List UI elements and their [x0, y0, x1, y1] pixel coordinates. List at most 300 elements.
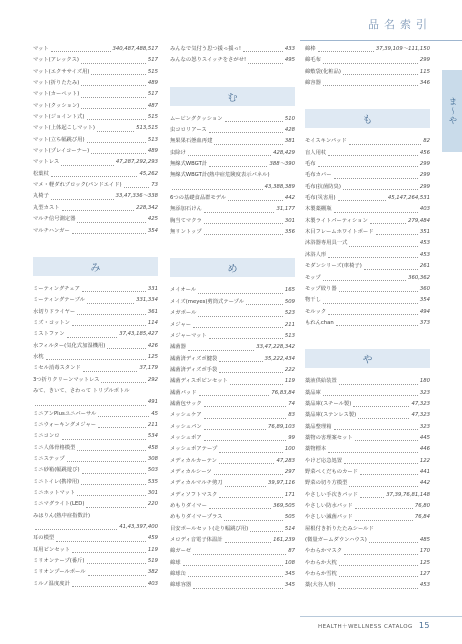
entry-pages: 323: [419, 423, 430, 430]
entry-name: ミズ・コットン: [33, 319, 70, 326]
index-column-3: [305, 44, 430, 592]
entry-pages: 76,89,103: [268, 423, 295, 430]
entry-name: 薬液供給装置: [305, 378, 337, 385]
leader-dots: [214, 467, 283, 475]
leader-dots: [107, 341, 146, 349]
entry-name: 毛布(災害用): [305, 195, 336, 202]
entry-name: みんなの怒りスイッチをさがせ!: [170, 57, 247, 64]
entry-name: 無添加石けん: [170, 206, 202, 213]
entry-pages: 505: [284, 514, 295, 521]
index-entry: [305, 410, 430, 421]
leader-dots: [81, 101, 146, 109]
index-entry: [305, 433, 430, 444]
index-entry: [305, 67, 430, 78]
leader-dots: [339, 558, 418, 566]
leader-dots: [219, 456, 274, 464]
index-entry: [170, 170, 295, 181]
entry-name: やわらか大枕: [305, 559, 337, 566]
leader-dots: [349, 238, 417, 246]
entry-name: マット(アレックス): [33, 57, 79, 64]
entry-name: メディカルマルチ剪刀: [170, 480, 223, 487]
index-entry: [305, 170, 430, 181]
entry-name: マットレス: [33, 159, 60, 166]
entry-name: マット(上体起こしマット): [33, 125, 95, 132]
entry-name: メディカルシーツ: [170, 468, 212, 475]
leader-dots: [344, 546, 418, 554]
entry-name: モップ絞り器: [305, 285, 337, 292]
leader-dots: [209, 501, 271, 509]
leader-dots: [81, 477, 146, 485]
entry-name: メイズ(meyes)剪筒式テープル: [170, 298, 245, 305]
index-entry: [33, 123, 158, 134]
index-entry: [33, 409, 158, 420]
entry-pages: 37,43,185,427: [119, 331, 158, 338]
catalog-name: HEALTH＋WELLNESS CATALOG: [317, 624, 413, 630]
leader-dots: [188, 342, 254, 350]
entry-name: 野菜の切り方模型: [305, 480, 348, 487]
index-entry: [305, 216, 430, 227]
entry-pages: 445: [419, 434, 430, 441]
entry-pages: 37,39,76,81,148: [386, 491, 430, 498]
entry-name: ミニトイレ(携帯用): [33, 478, 80, 485]
entry-pages: 514: [284, 525, 295, 532]
index-entry: [33, 352, 158, 363]
index-entry: [170, 55, 295, 66]
entry-pages: 369,505: [273, 503, 295, 509]
entry-pages: 351: [419, 229, 430, 236]
index-entry: [170, 365, 295, 376]
entry-pages: 299: [419, 172, 430, 179]
index-entry: [170, 535, 295, 546]
leader-dots: [199, 388, 270, 396]
entry-pages: 37,179: [139, 365, 158, 372]
leader-dots: [193, 320, 283, 328]
entry-pages: 515: [147, 68, 158, 75]
leader-dots: [323, 388, 418, 396]
index-entry: [170, 546, 295, 557]
entry-pages: 76,83,84: [271, 389, 295, 396]
index-entry: [33, 295, 158, 306]
entry-pages: 345: [284, 571, 295, 578]
index-entry: [170, 193, 295, 204]
index-entry: [33, 180, 158, 191]
leader-dots: [355, 433, 418, 441]
leader-dots: [82, 465, 146, 473]
page-number: 15: [418, 621, 430, 630]
entry-pages: 519: [147, 558, 158, 565]
entry-name: 6つの基礎食品群モデル: [170, 195, 227, 202]
leader-dots: [219, 365, 283, 373]
entry-pages: 119: [284, 378, 295, 385]
entry-name: 野菜ぺくだものカード: [305, 468, 358, 475]
leader-dots: [51, 191, 114, 199]
entry-pages: 509: [284, 298, 295, 305]
leader-dots: [62, 203, 135, 211]
index-entry: [33, 214, 158, 225]
index-entry: [170, 182, 295, 193]
leader-dots: [81, 78, 146, 86]
leader-dots: [328, 307, 418, 315]
leader-dots: [376, 227, 418, 235]
entry-pages: 331,334: [136, 297, 158, 304]
leader-dots: [188, 148, 271, 156]
entry-pages: 125: [147, 353, 158, 360]
leader-dots: [91, 146, 146, 154]
entry-pages: 261: [419, 263, 430, 270]
leader-dots: [62, 431, 146, 439]
entry-name: メガボール: [170, 310, 197, 317]
leader-dots: [204, 422, 266, 430]
leader-dots: [343, 182, 418, 190]
index-entry: [170, 320, 295, 331]
entry-pages: 513,515: [136, 125, 158, 132]
index-entry: [305, 524, 430, 535]
index-entry: [305, 182, 430, 193]
entry-name: もれんchan: [305, 319, 334, 326]
entry-name: ミニマグライト(LED): [33, 501, 85, 508]
entry-list: [170, 114, 295, 239]
leader-dots: [339, 284, 418, 292]
entry-name: 毛布カバー: [305, 172, 332, 179]
leader-dots: [355, 512, 413, 520]
index-entry: [170, 114, 295, 125]
entry-pages: 453: [419, 251, 430, 258]
index-entry: [33, 146, 158, 157]
index-entry: [305, 159, 430, 170]
section-heading-label: む: [227, 92, 238, 104]
leader-dots: [338, 580, 418, 588]
entry-name: ミニコンロ: [33, 433, 60, 440]
entry-name: ミニステップ: [33, 456, 65, 462]
index-entry: [305, 456, 430, 467]
entry-pages: 489: [147, 80, 158, 87]
leader-dots: [209, 159, 267, 167]
entry-name: ミニホットマット: [33, 490, 76, 497]
entry-pages: 428,429: [273, 149, 295, 156]
index-entry: [170, 354, 295, 365]
entry-name: ミニ人体骨格模型: [33, 444, 76, 451]
leader-dots: [172, 182, 263, 190]
index-entry: [33, 375, 158, 386]
leader-dots: [369, 535, 418, 543]
index-entry: [170, 227, 295, 238]
index-entry: [305, 238, 430, 249]
index-entry: [33, 78, 158, 89]
entry-pages: 228,342: [136, 204, 158, 211]
header-rule: [300, 40, 462, 41]
index-entry: [170, 342, 295, 353]
entry-name: 滅菌包サック: [170, 400, 202, 407]
leader-dots: [87, 135, 146, 143]
entry-pages: 43,388,389: [264, 183, 295, 190]
index-title: 品名索引: [368, 18, 432, 31]
index-entry: [305, 399, 430, 410]
index-entry: [305, 44, 430, 55]
leader-dots: [98, 409, 149, 417]
leader-dots: [183, 558, 283, 566]
entry-pages: 510: [284, 115, 295, 122]
index-entry: [33, 112, 158, 123]
page-footer: [318, 621, 430, 630]
entry-pages: 100: [284, 446, 295, 453]
leader-dots: [88, 567, 146, 575]
entry-name: モイスキンパッド: [305, 138, 347, 145]
entry-pages: 513: [284, 332, 295, 339]
entry-pages: 39,97,116: [268, 480, 295, 487]
entry-pages: 485: [419, 537, 430, 544]
entry-name: めもりダイマープラス: [170, 514, 223, 521]
leader-dots: [328, 444, 418, 452]
index-entry: [33, 101, 158, 112]
index-entry: [170, 204, 295, 215]
leader-dots: [72, 318, 146, 326]
index-entry: [33, 420, 158, 431]
entry-pages: 441: [419, 468, 430, 475]
index-entry: [33, 522, 158, 533]
entry-name: めもりダイマー: [170, 503, 207, 509]
leader-dots: [323, 273, 406, 281]
index-entry: [305, 284, 430, 295]
leader-dots: [246, 297, 283, 305]
entry-pages: 297: [284, 468, 295, 475]
index-entry: [33, 226, 158, 237]
entry-pages: 31,177: [276, 206, 295, 213]
index-entry: [33, 157, 158, 168]
index-entry: [33, 443, 158, 454]
leader-dots: [83, 363, 138, 371]
leader-dots: [188, 569, 283, 577]
leader-dots: [323, 295, 418, 303]
leader-dots: [82, 284, 146, 292]
entry-name: 屋根付き折りたたみシールド: [305, 525, 374, 532]
entry-name: 虫除け: [170, 149, 186, 156]
leader-dots: [209, 125, 283, 133]
entry-pages: 446: [419, 446, 430, 453]
leader-dots: [339, 569, 418, 577]
leader-dots: [334, 422, 418, 430]
entry-name: マット(折りたたみ): [33, 80, 80, 87]
entry-name: マット(プレイコーナー): [33, 148, 90, 155]
entry-name: 滅菌済ディズポ腱袋: [170, 355, 218, 362]
entry-name: 耳の模型: [33, 535, 55, 542]
index-column-1: [33, 44, 158, 590]
leader-dots: [98, 420, 146, 428]
index-entry: [33, 318, 158, 329]
entry-name: マルチハンガー: [33, 227, 70, 234]
entry-pages: 211: [147, 421, 158, 428]
entry-name: 綿ガーゼ: [170, 548, 192, 555]
index-entry: [170, 490, 295, 501]
entry-name: モダンシリーズ(車椅子): [305, 263, 362, 270]
index-entry: [170, 216, 295, 227]
entry-name: 水フィルター(気化式加湿機用): [33, 342, 106, 349]
section-heading-label: や: [362, 355, 373, 367]
leader-dots: [87, 556, 146, 564]
entry-name: 虫コロリアース: [170, 127, 207, 134]
entry-name: やけど応急処置: [305, 457, 343, 464]
index-entry: [305, 136, 430, 147]
index-entry: [33, 579, 158, 590]
entry-pages: 361: [147, 308, 158, 315]
leader-dots: [87, 295, 134, 303]
index-entry: [305, 204, 430, 215]
entry-pages: 47,323: [411, 412, 430, 419]
footer-rule: [300, 616, 462, 617]
entry-name: 木製薬棚瓶: [305, 206, 332, 213]
entry-name: 木目フレームホワイトボード: [305, 229, 374, 236]
entry-pages: 517: [147, 57, 158, 64]
entry-pages: 299: [419, 161, 430, 168]
section-heading-ya: [305, 349, 430, 368]
entry-pages: 491: [147, 399, 158, 406]
entry-pages: 74: [288, 400, 295, 407]
index-entry: [305, 78, 430, 89]
entry-name: メディカルカーテン: [170, 457, 217, 464]
leader-dots: [318, 44, 374, 52]
entry-name: 滅菌済ディズポ手袋: [170, 366, 218, 373]
entry-name: 目安ボールセット(走り幅跳び用): [170, 525, 249, 532]
leader-dots: [225, 535, 272, 543]
entry-name: ミリオンプールボール: [33, 569, 86, 576]
entry-name: 綿棒: [305, 46, 316, 52]
entry-name: 毛布: [305, 161, 316, 168]
leader-dots: [224, 512, 282, 520]
entry-pages: 99: [288, 434, 295, 441]
leader-dots: [35, 522, 117, 530]
index-entry: [33, 67, 158, 78]
leader-dots: [228, 193, 283, 201]
entry-name: モップ: [305, 274, 321, 281]
leader-dots: [328, 148, 418, 156]
entry-pages: 82: [423, 138, 430, 145]
leader-dots: [204, 410, 287, 418]
index-entry: [305, 295, 430, 306]
entry-list: [170, 285, 295, 591]
index-entry: [170, 433, 295, 444]
entry-name: 綿敷袋(化粧品): [305, 68, 341, 75]
entry-pages: 535: [147, 478, 158, 485]
section-heading-label: め: [227, 264, 238, 276]
entry-pages: 494: [419, 308, 430, 315]
leader-dots: [77, 214, 145, 222]
leader-dots: [77, 488, 146, 496]
side-tab[interactable]: [442, 70, 462, 152]
leader-dots: [81, 55, 146, 63]
entry-name: ミルノ温度度計: [33, 580, 70, 587]
entry-pages: 381: [284, 138, 295, 145]
index-entry: [305, 250, 430, 261]
entry-pages: 489: [147, 148, 158, 155]
leader-dots: [343, 67, 418, 75]
entry-name: 丸椅子: [33, 193, 49, 200]
entry-name: マルチ信号測定器: [33, 216, 76, 223]
entry-name: メジャーマット: [170, 332, 207, 339]
index-entry: [170, 159, 295, 170]
index-entry: [305, 501, 430, 512]
side-tab-label: ま〜や: [447, 96, 457, 126]
index-entry: [305, 422, 430, 433]
leader-dots: [72, 226, 146, 234]
entry-list: [305, 44, 430, 89]
index-entry: [170, 501, 295, 512]
entry-name: やわらかマスク: [305, 548, 343, 555]
entry-pages: 354: [147, 227, 158, 234]
entry-pages: 426: [147, 342, 158, 349]
entry-pages: 115: [419, 68, 430, 75]
entry-pages: 127: [419, 571, 430, 578]
leader-dots: [225, 478, 266, 486]
index-entry: [33, 191, 158, 202]
leader-dots: [219, 490, 283, 498]
entry-pages: 180: [419, 378, 430, 385]
index-entry: [33, 44, 158, 55]
entry-pages: 513: [147, 136, 158, 143]
leader-dots: [124, 180, 150, 188]
entry-pages: 382: [147, 569, 158, 576]
entry-name: 無果果石態血再建: [170, 138, 213, 145]
entry-pages: 76,84: [414, 514, 430, 521]
index-entry: [170, 456, 295, 467]
index-entry: [33, 397, 158, 408]
index-entry: [305, 512, 430, 523]
index-entry: [33, 363, 158, 374]
index-entry: [170, 285, 295, 296]
index-entry: [33, 89, 158, 100]
entry-pages: 403: [147, 580, 158, 587]
index-entry: [170, 422, 295, 433]
index-entry: [305, 546, 430, 557]
leader-dots: [204, 433, 287, 441]
entry-pages: 220: [147, 501, 158, 508]
leader-dots: [358, 410, 409, 418]
entry-pages: 428: [284, 127, 295, 134]
entry-name: 滅菌ディスポピンセット: [170, 378, 228, 385]
entry-name: 綿球: [170, 559, 181, 566]
leader-dots: [204, 204, 275, 212]
leader-dots: [225, 114, 283, 122]
index-entry: [305, 261, 430, 272]
leader-dots: [204, 227, 283, 235]
index-entry: [33, 533, 158, 544]
entry-pages: 33,47,336〜338: [115, 193, 158, 200]
entry-pages: 487: [147, 102, 158, 109]
entry-name: 綿球缶: [170, 571, 186, 578]
leader-dots: [360, 490, 384, 498]
section-heading-mu: [170, 87, 295, 106]
index-entry: [170, 524, 295, 535]
entry-name: 無リントップ: [170, 229, 202, 236]
entry-pages: 356: [284, 229, 295, 236]
index-entry: [33, 454, 158, 465]
index-entry: [305, 318, 430, 329]
index-entry: [33, 135, 158, 146]
entry-name: 沐浴人形: [305, 251, 327, 258]
entry-name: 薬品庫(ステンレス製): [305, 412, 357, 419]
entry-name: マメ・軽ダれブロック(パンドエイド): [33, 182, 122, 189]
leader-dots: [51, 169, 138, 177]
entry-pages: 161,239: [273, 537, 295, 544]
index-entry: [170, 388, 295, 399]
leader-dots: [349, 478, 417, 486]
entry-pages: 73: [151, 182, 158, 189]
leader-dots: [72, 579, 146, 587]
index-entry: [170, 125, 295, 136]
index-entry: [33, 203, 158, 214]
entry-pages: 495: [284, 57, 295, 64]
entry-name: メイオール: [170, 287, 197, 294]
index-entry: [305, 467, 430, 478]
leader-dots: [248, 55, 283, 63]
